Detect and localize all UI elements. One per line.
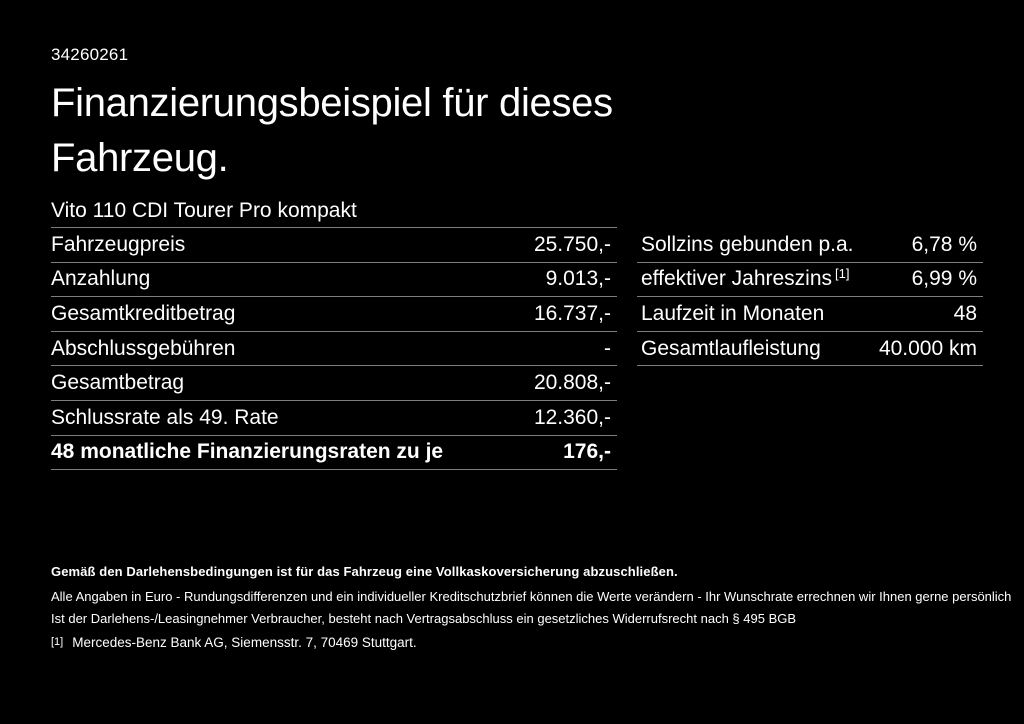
row-label: 48 monatliche Finanzierungsraten zu je	[51, 440, 444, 464]
row-value: 16.737,-	[533, 301, 611, 325]
row-label: Gesamtkreditbetrag	[51, 301, 236, 325]
footnote-text: Mercedes-Benz Bank AG, Siemensstr. 7, 70469 Stuttgart.	[72, 635, 417, 650]
table-row	[637, 332, 983, 367]
row-value: 9.013,-	[545, 267, 611, 291]
table-row	[51, 297, 617, 332]
row-value: 20.808,-	[533, 371, 611, 395]
table-row-monthly-rate	[51, 436, 617, 471]
table-row	[51, 366, 617, 401]
footnote-reference: [1]	[835, 266, 850, 282]
table-row	[51, 332, 617, 367]
row-value: 12.360,-	[533, 405, 611, 429]
row-value: 40.000 km	[878, 336, 977, 360]
row-label: Anzahlung	[51, 267, 151, 291]
row-label: Schlussrate als 49. Rate	[51, 405, 279, 429]
row-value: 6,99 %	[911, 267, 977, 291]
page-title-line1: Finanzierungsbeispiel für dieses	[51, 81, 613, 125]
row-value: 176,-	[563, 440, 611, 464]
row-value: 25.750,-	[533, 232, 611, 256]
insurance-requirement-note: Gemäß den Darlehensbedingungen ist für das Fahrzeug eine Vollkaskoversicherung abzuschließen.	[51, 564, 678, 579]
table-row	[637, 228, 983, 263]
page-title	[51, 76, 613, 186]
table-row	[51, 263, 617, 298]
vehicle-model-name: Vito 110 CDI Tourer Pro kompakt	[51, 199, 357, 222]
bank-footnote	[51, 635, 417, 650]
offer-id: 34260261	[51, 45, 129, 64]
row-value: 48	[953, 301, 977, 325]
table-row	[51, 228, 617, 263]
row-label-text: effektiver Jahreszins	[641, 267, 833, 291]
conditions-table	[637, 228, 983, 366]
row-label: Laufzeit in Monaten	[641, 301, 825, 325]
row-label: Gesamtbetrag	[51, 371, 185, 395]
row-label: Abschlussgebühren	[51, 336, 236, 360]
table-row	[51, 401, 617, 436]
row-value: 6,78 %	[911, 232, 977, 256]
row-label	[637, 267, 850, 291]
page-title-line2: Fahrzeug.	[51, 136, 229, 180]
row-label: Fahrzeugpreis	[51, 232, 186, 256]
financing-table	[51, 227, 617, 470]
table-row	[637, 297, 983, 332]
disclaimer-line-1: Alle Angaben in Euro - Rundungsdifferenzen und ein individueller Kreditschutzbrief können die Werte verändern - Ihr Wunschrate errechnen wir Ihnen gerne persönlich	[51, 589, 1012, 604]
footnote-marker: [1]	[51, 636, 64, 648]
table-row	[637, 263, 983, 298]
disclaimer-line-2: Ist der Darlehens-/Leasingnehmer Verbraucher, besteht nach Vertragsabschluss ein gesetzliches Widerrufsrecht nach § 495 BGB	[51, 611, 797, 626]
row-label: Gesamtlaufleistung	[641, 336, 821, 360]
row-label: Sollzins gebunden p.a.	[641, 232, 854, 256]
row-value: -	[604, 336, 611, 360]
